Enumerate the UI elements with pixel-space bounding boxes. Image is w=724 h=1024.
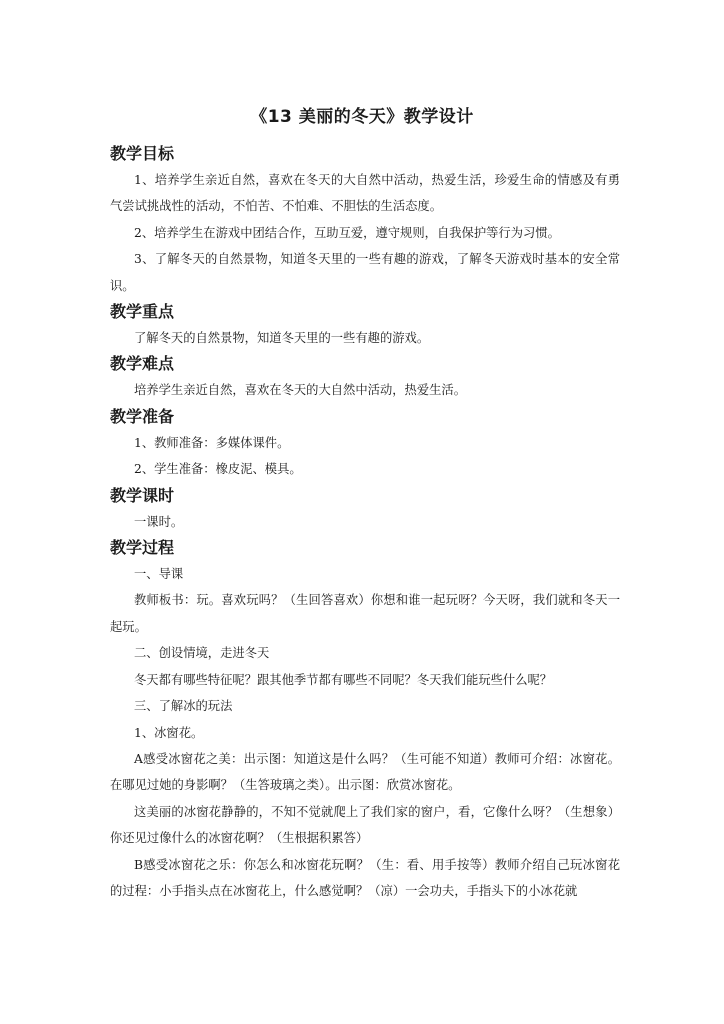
paragraph: A感受冰窗花之美：出示图：知道这是什么吗？（生可能不知道）教师可介绍：冰窗花。在哪见过她的身影啊？（生答玻璃之类）。出示图：欣赏冰窗花。 — [110, 751, 620, 793]
paragraph: 1、培养学生亲近自然，喜欢在冬天的大自然中活动，热爱生活，珍爱生命的情感及有勇气尝试挑战性的活动，不怕苦、不怕难、不胆怯的生活态度。 — [110, 173, 620, 214]
paragraph: 这美丽的冰窗花静静的，不知不觉就爬上了我们家的窗户，看，它像什么呀？（生想象）你还见过像什么的冰窗花啊？（生根据积累答） — [110, 804, 620, 846]
section-heading: 教学过程 — [110, 538, 175, 558]
section-teaching-process — [110, 535, 620, 904]
paragraph: 1、冰窗花。 — [134, 725, 204, 740]
paragraph: 教师板书：玩。喜欢玩吗？（生回答喜欢）你想和谁一起玩呀？今天呀，我们就和冬天一起玩。 — [110, 593, 620, 634]
paragraph: 一、导课 — [134, 567, 184, 582]
paragraph: 2、学生准备：橡皮泥、模具。 — [134, 462, 302, 477]
document-body — [110, 141, 620, 904]
section-class-hours — [110, 483, 620, 535]
section-difficulties — [110, 351, 620, 403]
section-heading: 教学重点 — [110, 302, 175, 322]
paragraph: 二、创设情境，走进冬天 — [134, 646, 270, 661]
section-teaching-goals — [110, 141, 620, 299]
paragraph: 冬天都有哪些特征呢？跟其他季节都有哪些不同呢？冬天我们能玩些什么呢？ — [134, 672, 553, 687]
section-heading: 教学目标 — [110, 144, 175, 163]
paragraph: 三、了解冰的玩法 — [134, 699, 233, 714]
section-key-points — [110, 299, 620, 351]
section-preparation — [110, 404, 620, 483]
section-heading: 教学难点 — [110, 354, 175, 374]
paragraph: 了解冬天的自然景物，知道冬天里的一些有趣的游戏。 — [134, 331, 430, 346]
paragraph: 3、了解冬天的自然景物，知道冬天里的一些有趣的游戏，了解冬天游戏时基本的安全常识。 — [110, 252, 620, 293]
section-heading: 教学课时 — [110, 485, 175, 505]
paragraph: 一课时。 — [134, 514, 184, 529]
paragraph: 培养学生亲近自然，喜欢在冬天的大自然中活动，热爱生活。 — [134, 383, 467, 398]
paragraph: 2、培养学生在游戏中团结合作，互助互爱，遵守规则，自我保护等行为习惯。 — [134, 225, 560, 240]
paragraph: B感受冰窗花之乐：你怎么和冰窗花玩啊？（生：看、用手按等）教师介绍自己玩冰窗花的过程：小手指头点在冰窗花上，什么感觉啊？（凉）一会功夫，手指头下的小冰花就 — [110, 857, 620, 898]
section-heading: 教学准备 — [110, 406, 175, 426]
document-title: 《13 美丽的冬天》教学设计 — [250, 107, 474, 127]
paragraph: 1、教师准备：多媒体课件。 — [134, 435, 290, 450]
